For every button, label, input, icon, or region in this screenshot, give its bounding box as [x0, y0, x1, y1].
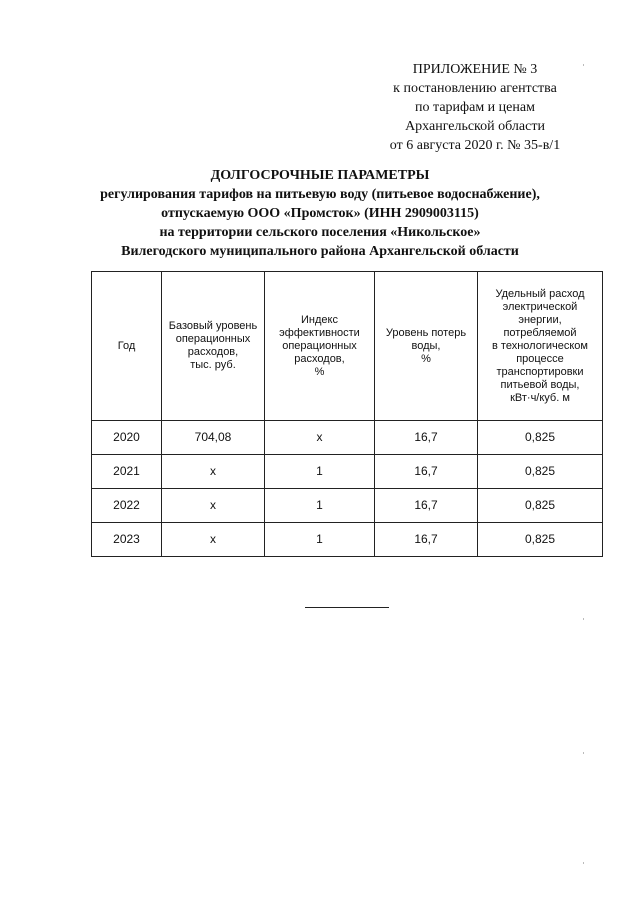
scan-speck: [583, 618, 584, 620]
cell-energy-consumption: 0,825: [478, 455, 603, 489]
closing-rule: [305, 607, 389, 608]
table-header-row: [92, 272, 603, 421]
cell-water-loss: 16,7: [375, 523, 478, 557]
appendix-line: по тарифам и ценам: [415, 100, 535, 115]
cell-water-loss: 16,7: [375, 421, 478, 455]
cell-year: 2021: [92, 455, 162, 489]
scan-speck: [583, 862, 584, 864]
cell-year: 2020: [92, 421, 162, 455]
cell-energy-consumption: 0,825: [478, 421, 603, 455]
header-energy-consumption: Удельный расход электрической энергии, потребляемой в технологическом процессе транспортировки питьевой воды, кВт·ч/куб. м: [478, 272, 603, 421]
cell-energy-consumption: 0,825: [478, 489, 603, 523]
heading-line: на территории сельского поселения «Никольское»: [159, 225, 481, 240]
cell-base-opex: х: [162, 523, 265, 557]
parameters-table: [91, 271, 603, 557]
header-water-loss: Уровень потерь воды, %: [375, 272, 478, 421]
cell-base-opex: 704,08: [162, 421, 265, 455]
header-base-opex: Базовый уровень операционных расходов, тыс. руб.: [162, 272, 265, 421]
appendix-date: от 6 августа 2020 г. № 35-в/1: [389, 138, 561, 153]
appendix-title: ПРИЛОЖЕНИЕ № 3: [412, 62, 538, 77]
heading-title: ДОЛГОСРОЧНЫЕ ПАРАМЕТРЫ: [210, 168, 430, 183]
cell-water-loss: 16,7: [375, 455, 478, 489]
table-row: [92, 421, 603, 455]
cell-base-opex: х: [162, 489, 265, 523]
heading-line: отпускаемую ООО «Промсток» (ИНН 2909003115): [161, 206, 479, 221]
cell-energy-consumption: 0,825: [478, 523, 603, 557]
cell-efficiency-index: 1: [265, 523, 375, 557]
cell-year: 2022: [92, 489, 162, 523]
cell-efficiency-index: 1: [265, 489, 375, 523]
table-row: [92, 489, 603, 523]
scan-speck: [583, 64, 584, 66]
cell-year: 2023: [92, 523, 162, 557]
appendix-line: Архангельской области: [405, 119, 545, 134]
heading-line: регулирования тарифов на питьевую воду (питьевое водоснабжение),: [100, 187, 540, 202]
header-efficiency-index: Индекс эффективности операционных расходов, %: [265, 272, 375, 421]
heading-line: Вилегодского муниципального района Архангельской области: [121, 244, 519, 259]
cell-efficiency-index: х: [265, 421, 375, 455]
appendix-block: [360, 60, 590, 155]
table-row: [92, 455, 603, 489]
cell-efficiency-index: 1: [265, 455, 375, 489]
header-year: Год: [92, 272, 162, 421]
cell-base-opex: х: [162, 455, 265, 489]
document-heading: [60, 166, 580, 261]
scan-speck: [583, 752, 584, 754]
appendix-line: к постановлению агентства: [393, 81, 557, 96]
table-row: [92, 523, 603, 557]
cell-water-loss: 16,7: [375, 489, 478, 523]
